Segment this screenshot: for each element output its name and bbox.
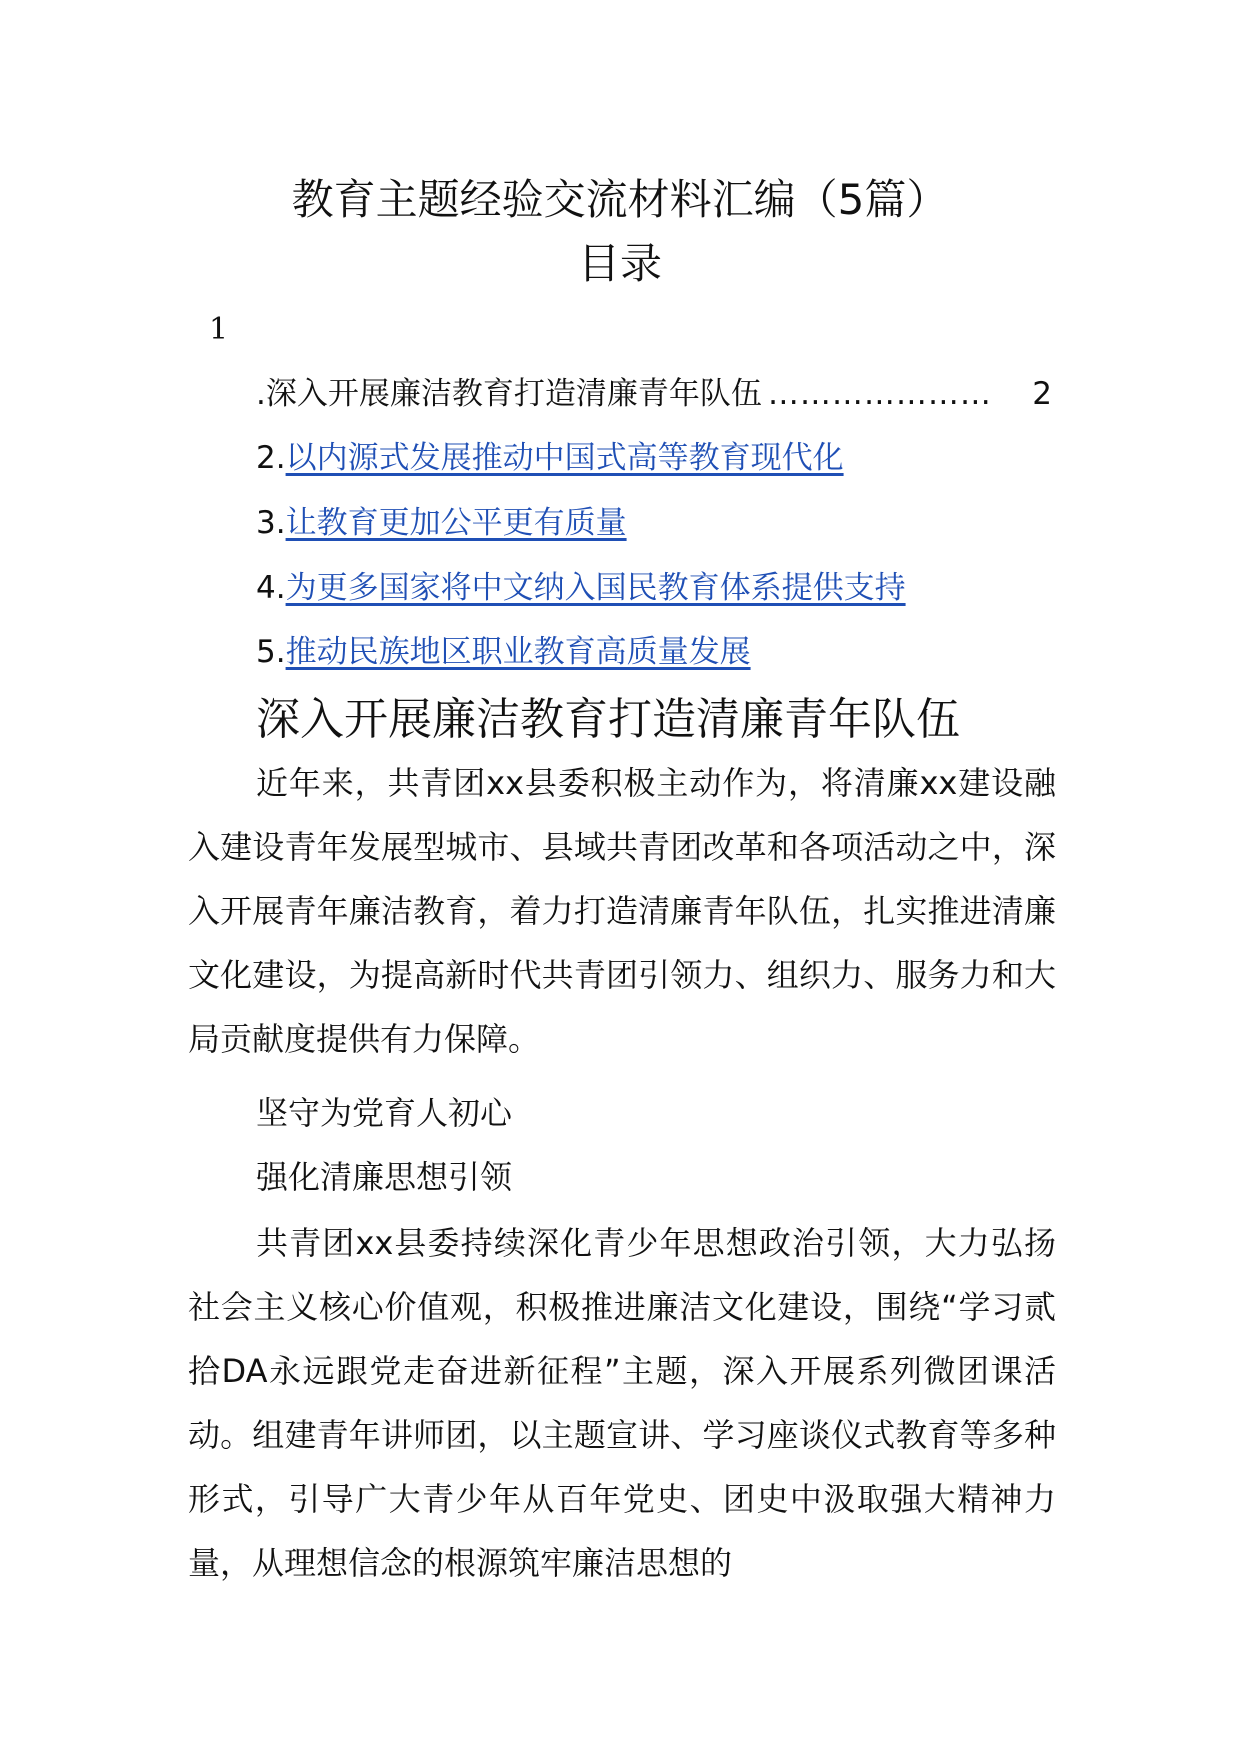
toc-item-4 (256, 566, 906, 610)
toc-number-first: 1 (209, 312, 229, 347)
toc-item-3-link[interactable]: 让教育更加公平更有质量 (285, 505, 627, 541)
toc-item-3-number: 3. (256, 505, 286, 541)
toc-heading: 目录 (577, 239, 662, 288)
subheading-2: 强化清廉思想引领 (256, 1158, 513, 1196)
subheading-1: 坚守为党育人初心 (256, 1094, 513, 1132)
toc-item-2 (256, 436, 844, 480)
toc-item-5-link[interactable]: 推动民族地区职业教育高质量发展 (285, 634, 751, 670)
toc-item-1-page: 2 (1032, 376, 1052, 412)
paragraph-1: 近年来，共青团xx县委积极主动作为，将清廉xx建设融入建设青年发展型城市、县域共青团改革和各项活动之中，深入开展青年廉洁教育，着力打造清廉青年队伍，扎实推进清廉文化建设，为提高新时代共青团引领力、组织力、服务力和大局贡献度提供有力保障。 (188, 764, 1056, 1058)
paragraph-2: 共青团xx县委持续深化青少年思想政治引领，大力弘扬社会主义核心价值观，积极推进廉洁文化建设，围绕“学习贰拾DA永远跟党走奋进新征程”主题，深入开展系列微团课活动。组建青年讲师团，以主题宣讲、学习座谈仪式教育等多种形式，引导广大青少年从百年党史、团史中汲取强大精神力量，从理想信念的根源筑牢廉洁思想的 (188, 1224, 1056, 1582)
toc-item-2-link[interactable]: 以内源式发展推动中国式高等教育现代化 (285, 440, 844, 476)
toc-item-4-number: 4. (256, 570, 286, 606)
toc-item-5 (256, 630, 751, 674)
toc-item-1[interactable] (256, 372, 1052, 416)
toc-item-1-text: .深入开展廉洁教育打造清廉青年队伍 (256, 376, 762, 412)
toc-item-5-number: 5. (256, 634, 286, 670)
toc-item-3 (256, 501, 627, 545)
toc-item-2-number: 2. (256, 440, 286, 476)
toc-item-4-link[interactable]: 为更多国家将中文纳入国民教育体系提供支持 (285, 570, 906, 606)
document-title: 教育主题经验交流材料汇编（5篇） (291, 175, 949, 224)
toc-item-1-dots: ………………… (767, 376, 992, 412)
section-title: 深入开展廉洁教育打造清廉青年队伍 (256, 694, 960, 745)
